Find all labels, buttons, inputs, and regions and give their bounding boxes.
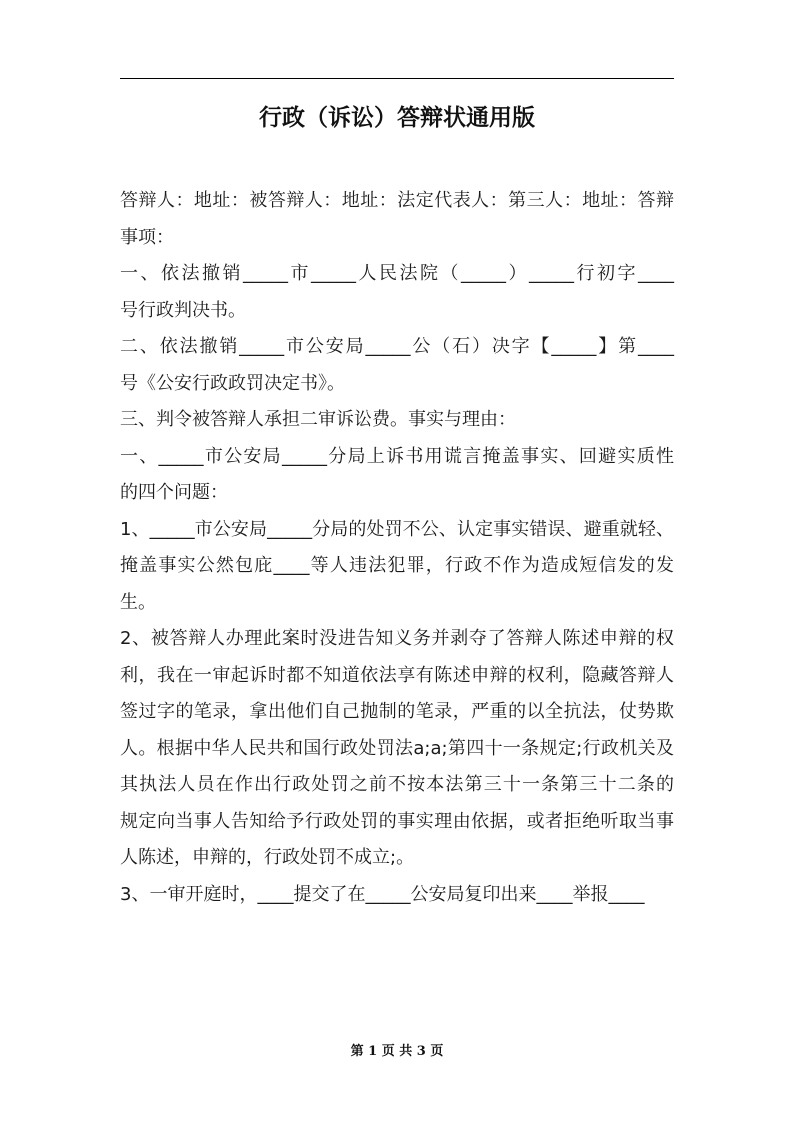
body-line: 号行政判决书。 — [120, 299, 246, 321]
document-body — [120, 183, 674, 913]
body-line: 人陈述，申辩的，行政处罚不成立;。 — [120, 847, 415, 868]
body-line: 一、_____市公安局_____分局上诉书用谎言掩盖事实、回避实质性 — [120, 445, 674, 467]
body-line: 的四个问题： — [120, 482, 228, 503]
body-line: 三、判令被答辩人承担二审诉讼费。事实与理由： — [120, 409, 516, 430]
body-line: 答辩人：地址：被答辩人：地址：法定代表人：第三人：地址：答辩 — [120, 190, 674, 211]
body-line: 二、依法撤销_____市公安局_____公（石）决字【_____】第____ — [120, 336, 674, 357]
body-line: 1、_____市公安局_____分局的处罚不公、认定事实错误、避重就轻、 — [120, 518, 674, 540]
body-line: 一、依法撤销_____市_____人民法院（_____）_____行初字____ — [120, 263, 674, 284]
body-line: 事项： — [120, 226, 174, 248]
body-line: 掩盖事实公然包庇____等人违法犯罪，行政不作为造成短信发的发 — [120, 555, 674, 576]
body-line: 生。 — [120, 591, 156, 613]
body-line: 3、一审开庭时，____提交了在_____公安局复印出来____举报____ — [120, 883, 645, 905]
header-rule — [120, 78, 674, 79]
body-line: 号《公安行政政罚决定书》。 — [120, 372, 345, 394]
body-line: 其执法人员在作出行政处罚之前不按本法第三十一条第三十二条的 — [120, 774, 674, 795]
body-line: 利，我在一审起诉时都不知道依法享有陈述申辩的权利，隐藏答辩人 — [120, 664, 674, 686]
body-line: 人。根据中华人民共和国行政处罚法a;a;第四十一条规定;行政机关及 — [120, 737, 674, 759]
body-line: 签过字的笔录，拿出他们自己抛制的笔录，严重的以全抗法，仗势欺 — [120, 701, 674, 722]
body-line: 2、被答辩人办理此案时没进告知义务并剥夺了答辩人陈述申辩的权 — [120, 628, 674, 649]
page-footer: 第 1 页 共 3 页 — [350, 1044, 444, 1059]
document-title: 行政（诉讼）答辩状通用版 — [259, 105, 535, 131]
body-line: 规定向当事人告知给予行政处罚的事实理由依据，或者拒绝听取当事 — [120, 810, 674, 832]
